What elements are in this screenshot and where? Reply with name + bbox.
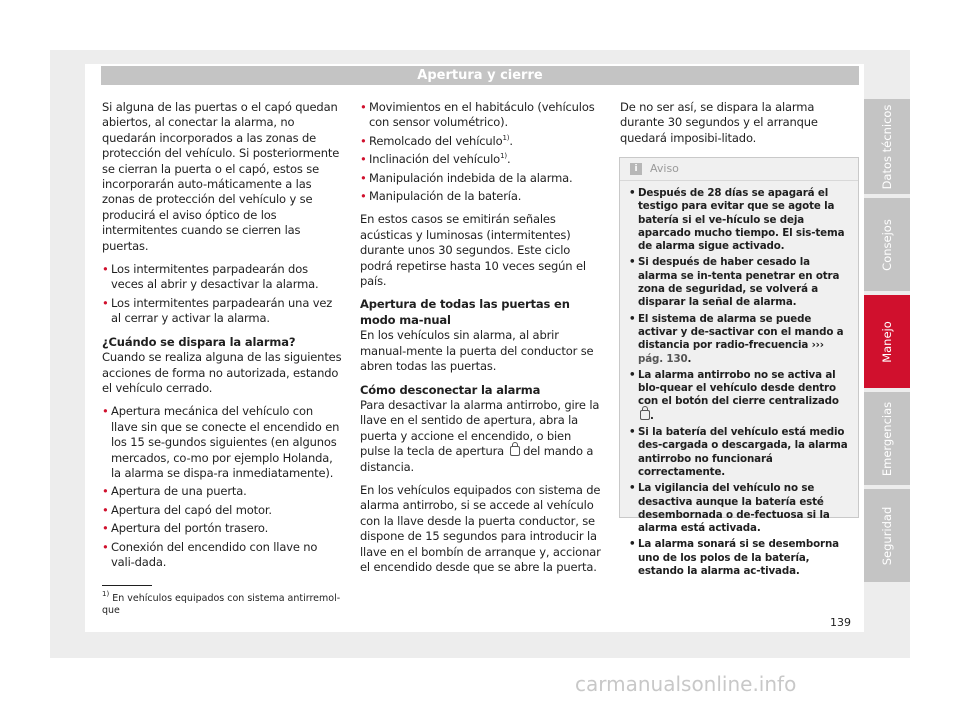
footnote-mark: 1) [102,590,110,598]
paragraph: En los vehículos sin alarma, al abrir manual-mente la puerta del conductor se abren todas las puertas. [360,328,594,374]
bullet-item: • Inclinación del vehículo$^{1)}$. [360,152,602,167]
reference-arrow: ››› [811,339,824,352]
bullet-item: • Remolcado del vehículo$^{1)}$. [360,134,602,149]
bullet-item: • Los intermitentes parpadearán una vez al cerrar y activar la alarma. [102,296,342,327]
footnote-ref: 1) [502,133,510,142]
info-icon: i [630,163,642,175]
section-header: Apertura y cierre [101,66,859,85]
notice-title: Aviso [650,162,679,175]
bullet-item: • Apertura mecánica del vehículo con llave sin que se conecte el encendido en los 15 se-gundos siguientes (en algunos mercados, co-mo por ejemplo Holanda, la alarma se dispa-ra inmediatamente). [102,404,342,481]
bullet-item: • Apertura del portón trasero. [102,521,342,536]
paragraph-text: Para desactivar la alarma antirrobo, gire la llave en el sentido de apertura, abra la puerta y accione el encendido, o bien pulse la tecla de apertura [360,397,600,459]
notice-body [620,181,858,578]
page-reference-link[interactable]: pág. 130 [638,352,688,365]
notice-item: • La alarma sonará si se desemborna uno de los polos de la batería, estando la alarma ac-tivada. [629,538,850,578]
bullet-item: • Movimientos en el habitáculo (vehículos con sensor volumétrico). [360,100,602,131]
column-left [102,100,342,573]
watermark: carmanualsonline.info [575,672,797,696]
bullet-text: Remolcado del vehículo [369,133,503,148]
paragraph-text: del mando a distancia. [360,444,594,474]
footnote-text: En vehículos equipados con sistema antirremol-que [102,593,341,616]
tab-label: Seguridad [880,506,894,565]
notice-item [629,313,850,366]
central-lock-icon [640,410,650,420]
notice-header [620,158,858,181]
bullet-item: • Apertura del capó del motor. [102,503,342,518]
tab-emergencias[interactable] [864,392,910,485]
notice-text: La alarma antirrobo no se activa al blo-quear el vehículo desde dentro con el botón del cierre centralizado [638,368,839,408]
notice-box [619,157,859,578]
bullet-item: • Apertura de una puerta. [102,484,342,499]
column-middle [360,100,602,583]
tab-label: Consejos [880,218,894,271]
notice-item: • Después de 28 días se apagará el testigo para evitar que se agote la batería si el ve-hículo se deja aparcado mucho tiempo. El sis-tema de alarma sigue activado. [629,187,850,253]
paragraph: De no ser así, se dispara la alarma durante 30 segundos y el arranque quedará imposibi-litado. [620,100,818,145]
tab-consejos[interactable] [864,198,910,291]
unlock-icon [510,446,520,456]
tab-label: Manejo [880,320,894,363]
page-number: 139 [830,616,851,629]
intro-paragraph: Si alguna de las puertas o el capó quedan abiertos, al conectar la alarma, no quedarán incorporados a las zonas de protección del vehículo. Si posteriormente se cierran la puerta o el capó, estos se incorporarán auto-máticamente a las zonas de protección del vehículo y se producirá el aviso óptico de los intermitentes cuando se cierren las puertas. [102,100,340,253]
footnote-divider [102,585,152,586]
section-heading: Cómo desconectar la alarma [360,382,541,397]
bullet-item: • Los intermitentes parpadearán dos veces al abrir y desactivar la alarma. [102,262,342,293]
bullet-text: Inclinación del vehículo [369,152,501,167]
tab-datos-tecnicos[interactable] [864,99,910,194]
section-heading: ¿Cuándo se dispara la alarma? [102,334,296,349]
tab-label: Emergencias [880,401,894,476]
bullet-item: • Conexión del encendido con llave no vali-dada. [102,540,342,571]
notice-text: El sistema de alarma se puede activar y de-sactivar con el mando a distancia por radio-frecuencia [638,312,844,352]
tab-manejo[interactable] [864,295,910,388]
column-right [620,100,860,154]
notice-item: • La vigilancia del vehículo no se desactiva aunque la batería esté desembornada o de-fectuosa si la alarma está activada. [629,482,850,535]
tab-seguridad[interactable] [864,489,910,582]
bullet-item: • Manipulación de la batería. [360,189,602,204]
notice-item: • Si después de haber cesado la alarma se in-tenta penetrar en otra zona de seguridad, se volverá a disparar la señal de alarma. [629,256,850,309]
bullet-item: • Manipulación indebida de la alarma. [360,171,602,186]
notice-item [629,369,850,423]
paragraph: Cuando se realiza alguna de las siguientes acciones de forma no autorizada, estando el vehículo cerrado. [102,350,342,395]
footnote [102,590,342,617]
section-heading: Apertura de todas las puertas en modo ma-nual [360,297,570,327]
footnote-ref: 1) [500,152,507,161]
notice-item: • Si la batería del vehículo está medio des-cargada o descargada, la alarma antirrobo no funcionará correctamente. [629,426,850,479]
paragraph [360,398,602,475]
paragraph: En estos casos se emitirán señales acústicas y luminosas (intermitentes) durante unos 30 segundos. Este ciclo podrá repetirse hasta 10 veces según el país. [360,212,586,289]
period: . [687,352,692,365]
paragraph: En los vehículos equipados con sistema de alarma antirrobo, si se accede al vehículo con la llave desde la puerta conductor, se dispone de 15 segundos para introducir la llave en el bombín de arranque y, accionar el encendido desde que se abre la puerta. [360,482,601,574]
tab-label: Datos técnicos [880,104,894,189]
period: . [650,409,654,422]
